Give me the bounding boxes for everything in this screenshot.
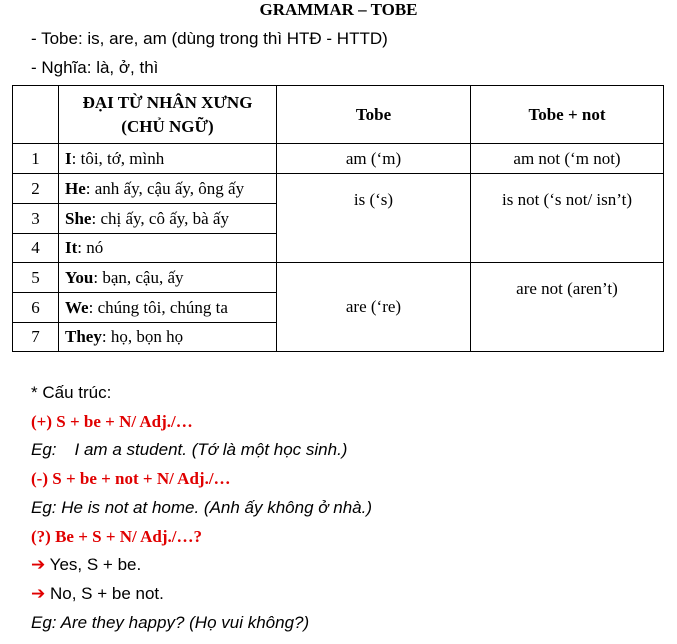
pronoun-cell xyxy=(59,234,277,263)
table-header-row xyxy=(13,86,664,144)
pronoun-cell xyxy=(59,174,277,204)
example-text: I am a student. (Tớ là một học sinh.) xyxy=(74,440,348,459)
intro-line-meaning: - Nghĩa: là, ở, thì xyxy=(31,58,159,77)
no-answer xyxy=(31,583,164,605)
positive-example xyxy=(31,439,347,461)
pronoun: You xyxy=(65,267,94,287)
table-row xyxy=(13,144,664,174)
header-pronoun-line1: ĐẠI TỪ NHÂN XƯNG xyxy=(82,92,253,112)
row-number: 6 xyxy=(13,293,59,323)
tobe-am: am (‘m) xyxy=(277,144,471,174)
pronoun: It xyxy=(65,238,78,257)
header-pronoun-cell xyxy=(59,86,277,144)
tobe-am-not: am not (‘m not) xyxy=(471,144,664,174)
pronoun-meaning: : bạn, cậu, ấy xyxy=(93,267,184,287)
pronoun-meaning: : chúng tôi, chúng ta xyxy=(88,297,228,317)
tobe-is: is (‘s) xyxy=(277,174,471,263)
row-number: 4 xyxy=(13,234,59,263)
positive-structure: (+) S + be + N/ Adj./… xyxy=(31,412,193,431)
tobe-is-not: is not (‘s not/ isn’t) xyxy=(471,174,664,263)
example-label: Eg: xyxy=(31,440,57,459)
pronoun-cell xyxy=(59,144,277,174)
intro-line-forms: - Tobe: is, are, am (dùng trong thì HTĐ - HTTD) xyxy=(31,29,388,48)
pronoun: We xyxy=(65,297,89,317)
pronoun: She xyxy=(65,208,92,228)
no-answer-text: No, S + be not. xyxy=(49,584,164,603)
pronoun-meaning: : nó xyxy=(77,238,104,257)
negative-structure: (-) S + be + not + N/ Adj./… xyxy=(31,469,231,488)
header-number-cell xyxy=(13,86,59,144)
header-pronoun-line2: (CHỦ NGỮ) xyxy=(121,116,214,136)
pronoun-meaning: : anh ấy, cậu ấy, ông ấy xyxy=(85,178,245,198)
pronoun-cell xyxy=(59,323,277,352)
row-number: 5 xyxy=(13,263,59,293)
pronoun-meaning: : chị ấy, cô ấy, bà ấy xyxy=(91,208,229,228)
tobe-are: are (‘re) xyxy=(277,263,471,352)
page-title: GRAMMAR – TOBE xyxy=(259,0,418,19)
pronoun-cell xyxy=(59,263,277,293)
row-number: 7 xyxy=(13,323,59,352)
arrow-right-icon: ➔ xyxy=(31,584,46,603)
header-tobe: Tobe xyxy=(277,86,471,144)
header-tobe-not: Tobe + not xyxy=(471,86,664,144)
arrow-right-icon: ➔ xyxy=(31,555,46,574)
pronoun: They xyxy=(65,327,102,346)
pronoun-meaning: : họ, bọn họ xyxy=(101,327,184,346)
pronoun-cell xyxy=(59,293,277,323)
table-row xyxy=(13,174,664,204)
table-row xyxy=(13,263,664,293)
question-example: Eg: Are they happy? (Họ vui không?) xyxy=(31,613,310,632)
row-number: 3 xyxy=(13,204,59,234)
question-structure: (?) Be + S + N/ Adj./…? xyxy=(31,527,202,546)
yes-answer-text: Yes, S + be. xyxy=(49,555,142,574)
row-number: 2 xyxy=(13,174,59,204)
pronoun: He xyxy=(65,178,86,198)
tobe-are-not: are not (aren’t) xyxy=(471,263,664,352)
row-number: 1 xyxy=(13,144,59,174)
structure-heading: * Cấu trúc: xyxy=(31,383,112,402)
yes-answer xyxy=(31,554,141,576)
pronoun-meaning: : tôi, tớ, mình xyxy=(71,148,165,168)
pronoun: I xyxy=(65,148,72,168)
tobe-table xyxy=(12,85,664,352)
pronoun-cell xyxy=(59,204,277,234)
negative-example: Eg: He is not at home. (Anh ấy không ở nhà.) xyxy=(31,498,373,517)
